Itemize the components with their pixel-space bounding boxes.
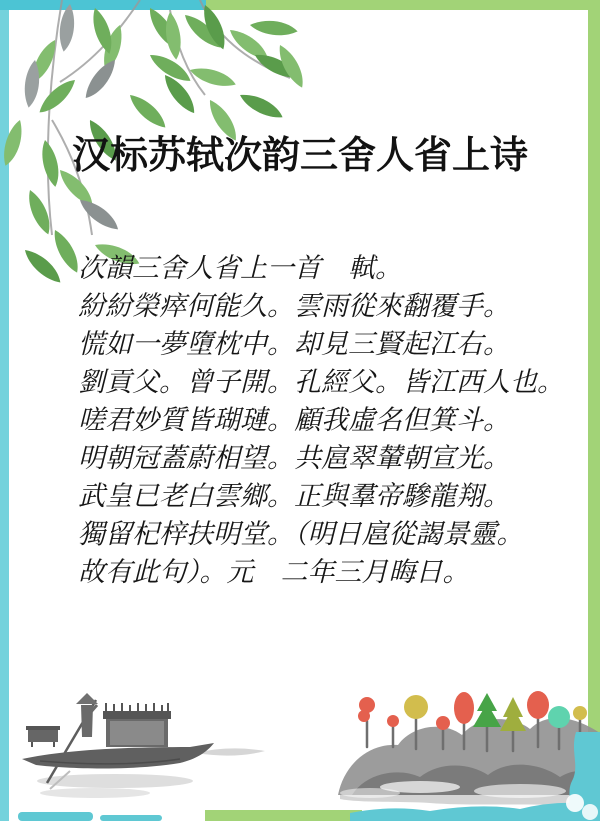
bow-box — [28, 728, 58, 742]
green-band — [205, 810, 362, 821]
border-right-green — [588, 0, 600, 737]
poem-line: 明朝冠蓋蔚相望。共扈翠輦朝宣光。 — [78, 443, 510, 474]
poem-line: 紛紛榮瘁何能久。雲雨從來翻覆手。 — [78, 291, 510, 322]
boat-reflection — [37, 774, 193, 788]
conical-hat — [76, 693, 98, 704]
poem-line: 劉貢父。曾子開。孔經父。皆江西人也。 — [78, 367, 564, 398]
poem-line: 次韻三舍人省上一首 軾。 — [78, 253, 402, 284]
tree-red — [387, 715, 399, 727]
poem-body — [78, 250, 564, 592]
tree-red — [454, 692, 474, 724]
tree-olive-pine — [500, 697, 526, 731]
tree-teal — [548, 706, 570, 728]
poem-line: 嗟君妙質皆瑚璉。顧我虛名但箕斗。 — [78, 405, 510, 436]
poem-line: 慌如一夢墮枕中。却見三賢起江右。 — [78, 329, 510, 360]
tree-yellow — [573, 706, 587, 720]
tree-red — [436, 716, 450, 730]
tree-red — [527, 691, 549, 719]
cabin-roof — [103, 711, 171, 719]
poem-line: 武皇已老白雲鄉。正與羣帝驂龍翔。 — [78, 481, 510, 512]
page-title: 汉标苏轼次韵三舍人省上诗 — [71, 133, 528, 177]
bottom-scene-illustration — [0, 681, 600, 821]
hills — [338, 718, 600, 809]
tree-green-pine — [473, 693, 501, 727]
poem-line: 獨留杞梓扶明堂。（明日扈從謁景靈。 — [78, 519, 524, 550]
tree-yellow — [404, 695, 428, 719]
poem-line: 故有此句）。元 二年三月晦日。 — [78, 557, 470, 588]
boat-sketch — [22, 693, 214, 798]
